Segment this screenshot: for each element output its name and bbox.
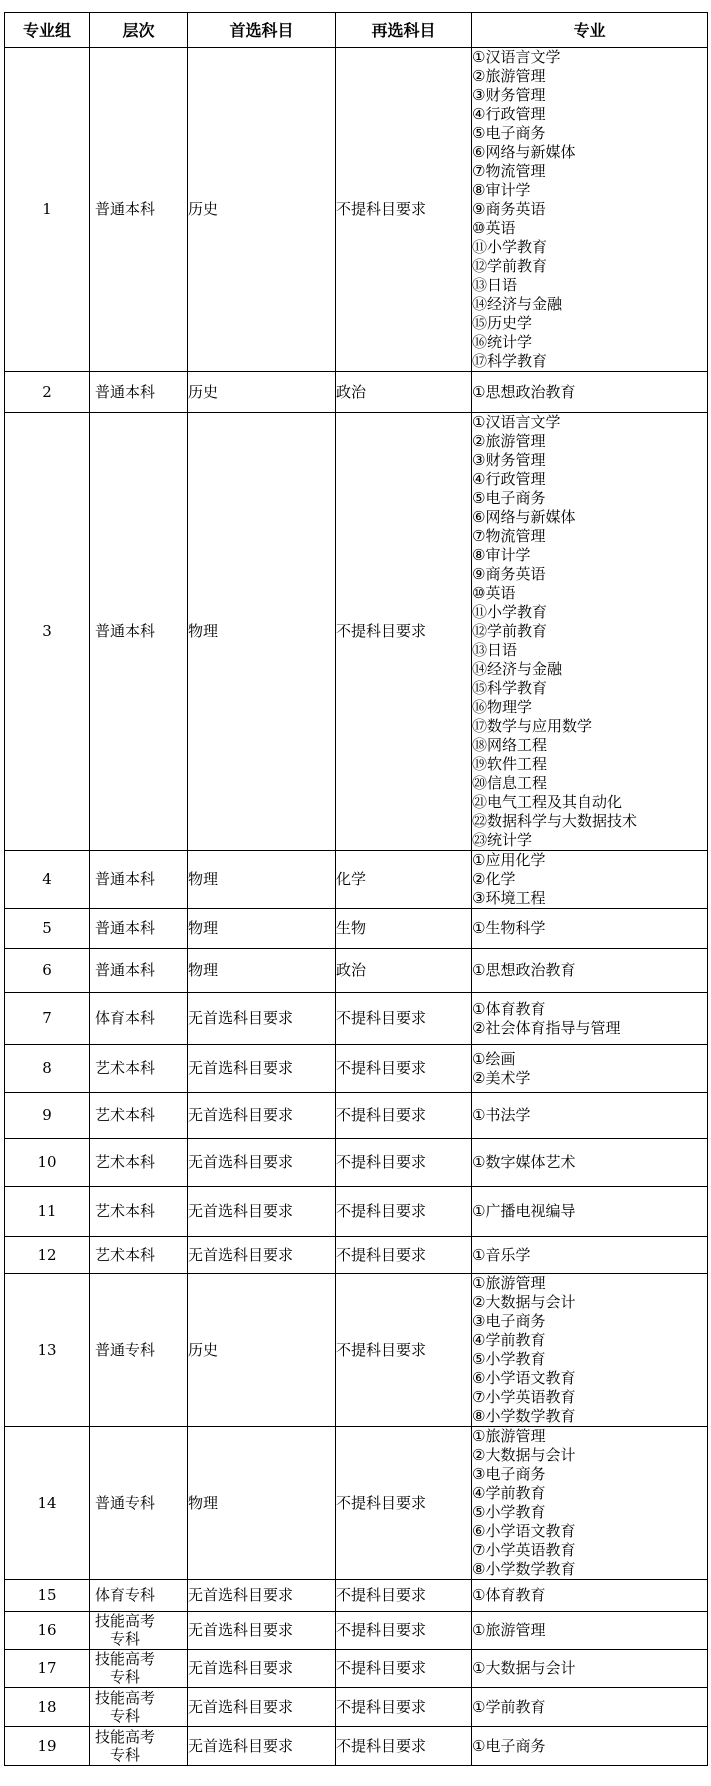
second-subject-cell: 不提科目要求 [336, 1727, 472, 1766]
major-item: ①思想政治教育 [472, 961, 576, 979]
second-subject-cell: 不提科目要求 [336, 1612, 472, 1650]
major-item: ②化学 [472, 870, 516, 888]
major-item: ①旅游管理 [472, 1274, 546, 1292]
major-list [472, 1427, 707, 1579]
major-item: ⑧审计学 [472, 181, 531, 199]
first-subject-cell: 物理 [188, 1427, 336, 1580]
major-item: ⑤小学教育 [472, 1350, 546, 1368]
major-group-table [4, 12, 708, 1766]
table-row [5, 1237, 708, 1274]
table-row [5, 1580, 708, 1612]
major-item: ㉒数据科学与大数据技术 [472, 812, 638, 830]
second-subject-cell: 不提科目要求 [336, 1427, 472, 1580]
major-list [472, 919, 707, 938]
second-subject-cell: 不提科目要求 [336, 1237, 472, 1274]
level-cell [90, 1427, 188, 1580]
major-cell [472, 48, 708, 372]
major-list [472, 1659, 707, 1678]
major-list [472, 1246, 707, 1265]
level-text: 技能高考专科 [94, 1612, 155, 1648]
major-item: ⑦物流管理 [472, 527, 546, 545]
header-first-subject: 首选科目 [188, 13, 336, 48]
major-item: ⑥网络与新媒体 [472, 143, 576, 161]
second-subject-cell: 不提科目要求 [336, 1093, 472, 1139]
major-item: ①思想政治教育 [472, 382, 576, 401]
group-cell: 19 [5, 1727, 90, 1766]
second-subject-cell: 生物 [336, 909, 472, 949]
second-subject-cell: 政治 [336, 949, 472, 993]
major-item: ③电子商务 [472, 1312, 546, 1330]
major-item: ⑳信息工程 [472, 774, 548, 792]
major-cell [472, 993, 708, 1045]
major-cell [472, 1045, 708, 1093]
level-cell [90, 1139, 188, 1187]
group-cell: 12 [5, 1237, 90, 1274]
first-subject-cell: 物理 [188, 949, 336, 993]
level-cell [90, 1580, 188, 1612]
major-cell [472, 1612, 708, 1650]
table-row [5, 1612, 708, 1650]
level-text: 体育专科 [94, 1586, 155, 1604]
first-subject-cell: 物理 [188, 413, 336, 851]
major-cell [472, 372, 708, 413]
level-cell [90, 372, 188, 413]
major-list [472, 48, 707, 371]
group-cell: 7 [5, 993, 90, 1045]
major-item: ⑲软件工程 [472, 755, 548, 773]
level-text: 普通本科 [94, 200, 155, 218]
first-subject-cell: 无首选科目要求 [188, 1727, 336, 1766]
major-item: ⑧审计学 [472, 546, 531, 564]
major-item: ⑰科学教育 [472, 352, 548, 370]
major-cell [472, 1427, 708, 1580]
major-cell [472, 1139, 708, 1187]
major-cell [472, 1688, 708, 1727]
major-item: ①大数据与会计 [472, 1659, 576, 1677]
major-item: ④行政管理 [472, 470, 546, 488]
second-subject-cell: 不提科目要求 [336, 993, 472, 1045]
level-cell [90, 48, 188, 372]
major-list [472, 1586, 707, 1605]
first-subject-cell: 无首选科目要求 [188, 1580, 336, 1612]
group-cell: 5 [5, 909, 90, 949]
major-item: ⑭经济与金融 [472, 295, 563, 313]
table-row [5, 1274, 708, 1427]
table-row [5, 1650, 708, 1688]
major-item: ⑬日语 [472, 641, 518, 659]
level-text: 普通本科 [94, 870, 155, 888]
table-row [5, 413, 708, 851]
major-item: ⑫学前教育 [472, 257, 548, 275]
major-item: ⑤小学教育 [472, 1503, 546, 1521]
major-list [472, 383, 707, 402]
first-subject-cell: 无首选科目要求 [188, 1650, 336, 1688]
level-text: 普通专科 [94, 1493, 155, 1512]
level-text: 技能高考专科 [94, 1650, 155, 1686]
header-level: 层次 [90, 13, 188, 48]
major-cell [472, 1274, 708, 1427]
level-text: 普通本科 [94, 382, 155, 401]
header-second-subject: 再选科目 [336, 13, 472, 48]
level-text: 艺术本科 [94, 1153, 155, 1171]
major-item: ⑤电子商务 [472, 489, 546, 507]
first-subject-cell: 无首选科目要求 [188, 1187, 336, 1237]
level-cell [90, 1688, 188, 1727]
major-cell [472, 413, 708, 851]
major-item: ③环境工程 [472, 889, 546, 907]
second-subject-cell: 化学 [336, 851, 472, 909]
level-text: 技能高考专科 [94, 1688, 155, 1725]
first-subject-cell: 历史 [188, 48, 336, 372]
major-list [472, 1050, 707, 1088]
major-list [472, 961, 707, 980]
major-item: ④行政管理 [472, 105, 546, 123]
group-cell: 2 [5, 372, 90, 413]
major-list [472, 1737, 707, 1756]
major-item: ⑥小学语文教育 [472, 1522, 576, 1540]
first-subject-cell: 无首选科目要求 [188, 1139, 336, 1187]
group-cell: 6 [5, 949, 90, 993]
first-subject-cell: 无首选科目要求 [188, 1612, 336, 1650]
major-item: ②旅游管理 [472, 67, 546, 85]
major-item: ⑪小学教育 [472, 238, 548, 256]
second-subject-cell: 不提科目要求 [336, 1688, 472, 1727]
table-row [5, 851, 708, 909]
table-row [5, 1045, 708, 1093]
major-cell [472, 1727, 708, 1766]
major-cell [472, 1237, 708, 1274]
major-item: ⑯物理学 [472, 698, 533, 716]
table-row [5, 1093, 708, 1139]
major-item: ⑮科学教育 [472, 679, 548, 697]
group-cell: 14 [5, 1427, 90, 1580]
level-cell [90, 1650, 188, 1688]
major-item: ⑰数学与应用数学 [472, 717, 593, 735]
level-text: 普通本科 [94, 622, 155, 640]
first-subject-cell: 无首选科目要求 [188, 1237, 336, 1274]
major-item: ⑱网络工程 [472, 736, 548, 754]
second-subject-cell: 不提科目要求 [336, 413, 472, 851]
major-cell [472, 851, 708, 909]
table-row [5, 372, 708, 413]
second-subject-cell: 不提科目要求 [336, 1139, 472, 1187]
header-major: 专业 [472, 13, 708, 48]
second-subject-cell: 不提科目要求 [336, 1580, 472, 1612]
major-item: ②旅游管理 [472, 432, 546, 450]
major-item: ⑬日语 [472, 276, 518, 294]
first-subject-cell: 历史 [188, 372, 336, 413]
major-cell [472, 949, 708, 993]
major-item: ⑯统计学 [472, 333, 533, 351]
level-text: 艺术本科 [94, 1106, 155, 1124]
second-subject-cell: 不提科目要求 [336, 1650, 472, 1688]
major-list [472, 1274, 707, 1426]
second-subject-cell: 不提科目要求 [336, 1045, 472, 1093]
level-cell [90, 949, 188, 993]
level-cell [90, 1237, 188, 1274]
major-list [472, 851, 707, 908]
first-subject-cell: 物理 [188, 851, 336, 909]
major-item: ③财务管理 [472, 451, 546, 469]
group-cell: 16 [5, 1612, 90, 1650]
major-item: ②大数据与会计 [472, 1446, 576, 1464]
major-item: ⑧小学数学教育 [472, 1560, 576, 1578]
level-text: 技能高考专科 [94, 1727, 155, 1764]
major-item: ①旅游管理 [472, 1621, 546, 1639]
major-list [472, 413, 707, 850]
major-item: ①音乐学 [472, 1245, 531, 1264]
major-item: ①汉语言文学 [472, 413, 561, 431]
major-item: ②美术学 [472, 1068, 531, 1087]
major-item: ②社会体育指导与管理 [472, 1018, 621, 1037]
major-item: ①绘画 [472, 1049, 516, 1068]
major-item: ⑦小学英语教育 [472, 1541, 576, 1559]
major-item: ⑩英语 [472, 584, 516, 602]
table-row [5, 1688, 708, 1727]
group-cell: 10 [5, 1139, 90, 1187]
major-item: ⑧小学数学教育 [472, 1407, 576, 1425]
table-row [5, 48, 708, 372]
major-item: ⑥小学语文教育 [472, 1369, 576, 1387]
group-cell: 1 [5, 48, 90, 372]
major-cell [472, 1093, 708, 1139]
first-subject-cell: 无首选科目要求 [188, 1688, 336, 1727]
major-item: ⑩英语 [472, 219, 516, 237]
major-item: ③财务管理 [472, 86, 546, 104]
major-item: ㉓统计学 [472, 831, 533, 849]
group-cell: 3 [5, 413, 90, 851]
major-item: ⑨商务英语 [472, 565, 546, 583]
second-subject-cell: 不提科目要求 [336, 1274, 472, 1427]
major-list [472, 1000, 707, 1038]
major-item: ⑤电子商务 [472, 124, 546, 142]
table-body [5, 48, 708, 1766]
major-list [472, 1698, 707, 1717]
major-item: ①体育教育 [472, 1586, 546, 1604]
major-list [472, 1202, 707, 1221]
major-cell [472, 1187, 708, 1237]
major-cell [472, 1580, 708, 1612]
major-item: ④学前教育 [472, 1484, 546, 1502]
level-cell [90, 1274, 188, 1427]
major-item: ①汉语言文学 [472, 48, 561, 66]
group-cell: 15 [5, 1580, 90, 1612]
first-subject-cell: 无首选科目要求 [188, 1093, 336, 1139]
major-item: ③电子商务 [472, 1465, 546, 1483]
level-text: 普通专科 [94, 1340, 155, 1359]
major-item: ⑦小学英语教育 [472, 1388, 576, 1406]
major-item: ⑪小学教育 [472, 603, 548, 621]
level-text: 艺术本科 [94, 1245, 155, 1264]
table-row [5, 993, 708, 1045]
major-list [472, 1106, 707, 1125]
group-cell: 9 [5, 1093, 90, 1139]
level-cell [90, 993, 188, 1045]
major-item: ①旅游管理 [472, 1427, 546, 1445]
level-cell [90, 851, 188, 909]
level-cell [90, 413, 188, 851]
first-subject-cell: 无首选科目要求 [188, 993, 336, 1045]
major-item: ⑫学前教育 [472, 622, 548, 640]
second-subject-cell: 不提科目要求 [336, 1187, 472, 1237]
table-row [5, 1187, 708, 1237]
group-cell: 8 [5, 1045, 90, 1093]
group-cell: 4 [5, 851, 90, 909]
major-item: ①体育教育 [472, 999, 546, 1018]
level-cell [90, 1045, 188, 1093]
major-item: ①广播电视编导 [472, 1202, 576, 1220]
major-item: ①生物科学 [472, 919, 546, 937]
group-cell: 13 [5, 1274, 90, 1427]
major-item: ⑭经济与金融 [472, 660, 563, 678]
first-subject-cell: 物理 [188, 909, 336, 949]
second-subject-cell: 不提科目要求 [336, 48, 472, 372]
second-subject-cell: 政治 [336, 372, 472, 413]
major-item: ⑨商务英语 [472, 200, 546, 218]
major-cell [472, 909, 708, 949]
level-text: 艺术本科 [94, 1059, 155, 1077]
major-item: ①学前教育 [472, 1697, 546, 1716]
major-item: ②大数据与会计 [472, 1293, 576, 1311]
major-list [472, 1153, 707, 1172]
level-cell [90, 909, 188, 949]
level-cell [90, 1187, 188, 1237]
major-item: ①电子商务 [472, 1736, 546, 1755]
level-text: 普通本科 [94, 961, 155, 979]
major-item: ㉑电气工程及其自动化 [472, 793, 623, 811]
group-cell: 18 [5, 1688, 90, 1727]
major-item: ①应用化学 [472, 851, 546, 869]
major-item: ⑮历史学 [472, 314, 533, 332]
level-text: 体育本科 [94, 1009, 155, 1027]
first-subject-cell: 无首选科目要求 [188, 1045, 336, 1093]
level-cell [90, 1093, 188, 1139]
table-row [5, 909, 708, 949]
level-cell [90, 1727, 188, 1766]
group-cell: 11 [5, 1187, 90, 1237]
level-cell [90, 1612, 188, 1650]
table-row [5, 1727, 708, 1766]
major-item: ⑦物流管理 [472, 162, 546, 180]
first-subject-cell: 历史 [188, 1274, 336, 1427]
table-row [5, 1139, 708, 1187]
major-cell [472, 1650, 708, 1688]
group-cell: 17 [5, 1650, 90, 1688]
major-list [472, 1621, 707, 1640]
header-row [5, 13, 708, 48]
major-item: ⑥网络与新媒体 [472, 508, 576, 526]
table-row [5, 949, 708, 993]
major-item: ①数字媒体艺术 [472, 1153, 576, 1171]
table-row [5, 1427, 708, 1580]
major-item: ④学前教育 [472, 1331, 546, 1349]
level-text: 艺术本科 [94, 1202, 155, 1220]
level-text: 普通本科 [94, 919, 155, 937]
header-group: 专业组 [5, 13, 90, 48]
major-item: ①书法学 [472, 1106, 531, 1124]
